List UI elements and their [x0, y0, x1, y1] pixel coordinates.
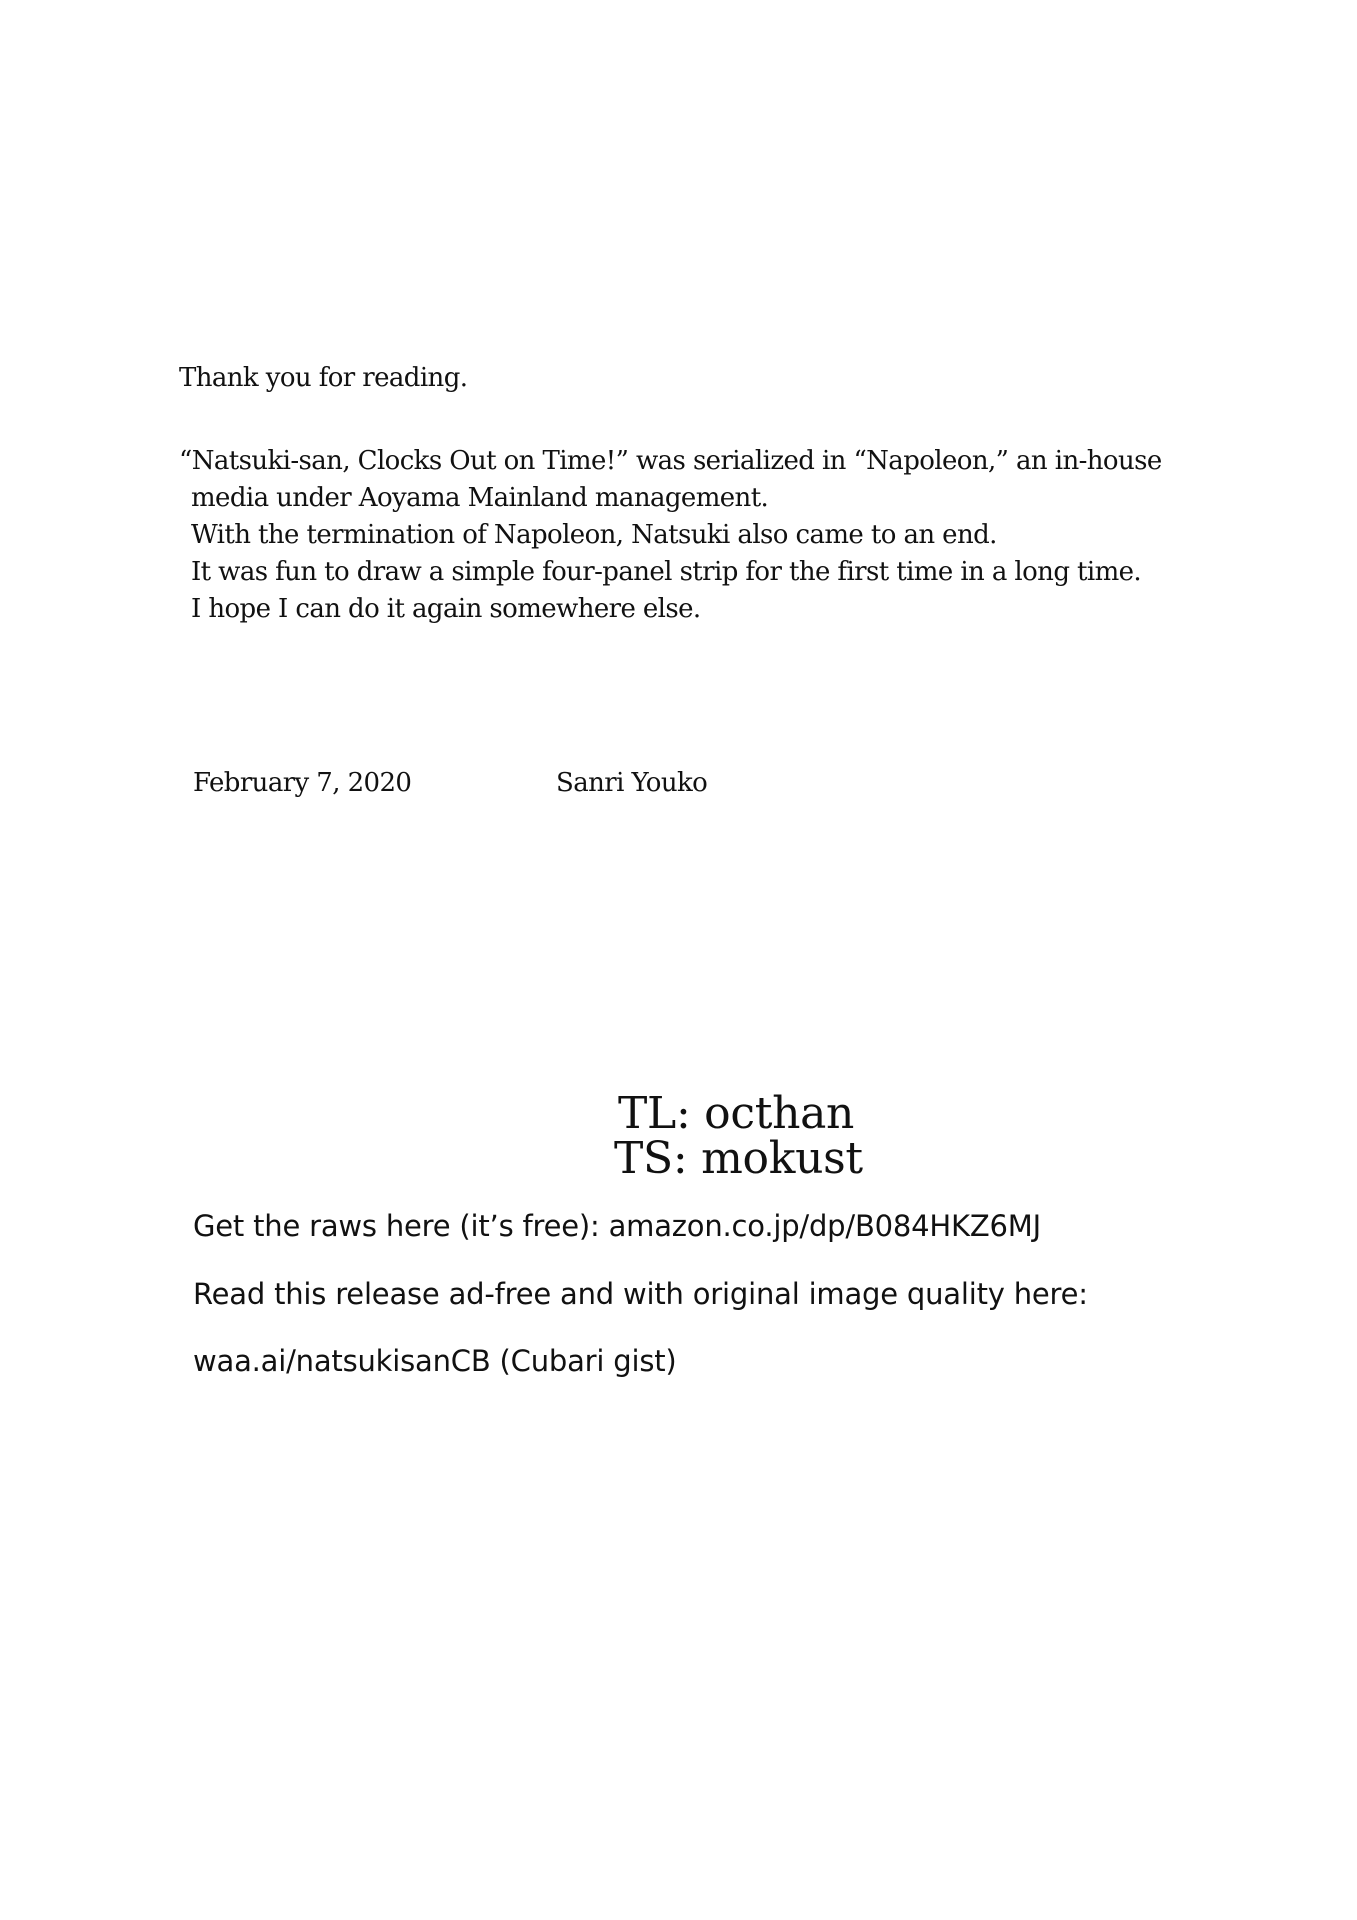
raws-link-text: Get the raws here (it’s free): amazon.co.jp/dp/B084HKZ6MJ [193, 1209, 1041, 1243]
date-text: February 7, 2020 [193, 768, 412, 798]
release-note-text: Read this release ad-free and with original image quality here: [193, 1277, 1088, 1311]
translator-credit: TL: octhan [618, 1088, 855, 1139]
paragraph-line-5: I hope I can do it again somewhere else. [191, 594, 701, 624]
release-link-text: waa.ai/natsukisanCB (Cubari gist) [193, 1344, 677, 1378]
paragraph-line-1: “Natsuki-san, Clocks Out on Time!” was serialized in “Napoleon,” an in-house [179, 446, 1162, 476]
greeting-text: Thank you for reading. [179, 363, 468, 393]
paragraph-line-2: media under Aoyama Mainland management. [191, 483, 769, 513]
typesetter-credit: TS: mokust [614, 1133, 863, 1184]
paragraph-line-4: It was fun to draw a simple four-panel strip for the first time in a long time. [191, 557, 1142, 587]
paragraph-line-3: With the termination of Napoleon, Natsuki also came to an end. [191, 520, 997, 550]
author-name: Sanri Youko [556, 768, 708, 798]
